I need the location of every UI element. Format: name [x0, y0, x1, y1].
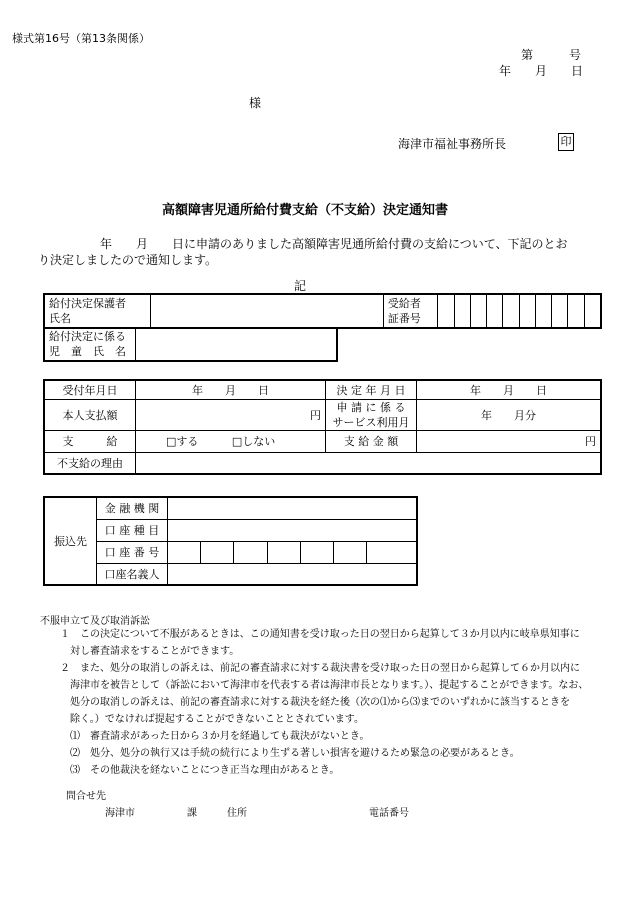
bank-table	[43, 496, 418, 586]
payment-amount-yen[interactable]: 円	[417, 430, 602, 452]
payment-options	[136, 430, 326, 452]
appeal-line: ⑵ 処分、処分の執行又は手続の続行により生ずる著しい損害を避けるため緊急の必要があるとき。	[60, 748, 520, 759]
appeal-line: 対し審査請求をすることができます。	[60, 646, 240, 657]
contact-city: 海津市	[105, 808, 135, 819]
form-number: 様式第16号（第13条関係）	[12, 32, 150, 45]
cert-digit-10[interactable]	[584, 294, 601, 328]
issue-date: 年 月 日	[499, 64, 584, 78]
decision-table	[43, 379, 602, 475]
guardian-name-field[interactable]	[150, 294, 383, 328]
cert-digit-3[interactable]	[470, 294, 486, 328]
cert-digit-7[interactable]	[535, 294, 551, 328]
account-digit-2[interactable]	[201, 541, 234, 563]
account-holder-field[interactable]	[168, 563, 418, 585]
appeal-line: 海津市を被告として（訴訟において海津市を代表する者は海津市長となります。）、提起することができます。なお、	[60, 680, 589, 691]
decision-date-value[interactable]: 年 月 日	[417, 380, 602, 399]
bank-name-field[interactable]	[168, 497, 418, 519]
reason-label: 不支給の理由	[44, 452, 136, 474]
payment-label: 支 給	[44, 430, 136, 452]
contact-phone: 電話番号	[369, 808, 409, 819]
document-number: 第 号	[521, 48, 582, 62]
account-digit-4[interactable]	[267, 541, 300, 563]
seal-stamp: 印	[558, 133, 574, 151]
recipient-table	[43, 293, 602, 329]
account-holder-label: 口座名義人	[97, 563, 168, 585]
issuer-name: 海津市福祉事務所長	[398, 137, 507, 151]
service-month-value[interactable]: 年 月分	[417, 399, 602, 430]
appeal-line: １ この決定について不服があるときは、この通知書を受け取った日の翌日から起算して３か月以内に岐阜県知事に	[60, 629, 580, 640]
guardian-name-label: 給付決定保護者 氏名	[44, 294, 150, 328]
cert-digit-9[interactable]	[568, 294, 584, 328]
cert-digit-2[interactable]	[454, 294, 470, 328]
account-number-label: 口 座 番 号	[97, 541, 168, 563]
cert-digit-4[interactable]	[487, 294, 503, 328]
receipt-date-value[interactable]: 年 月 日	[136, 380, 326, 399]
account-digit-1[interactable]	[168, 541, 201, 563]
ki-heading: 記	[294, 279, 307, 293]
reason-field[interactable]	[136, 452, 602, 474]
account-type-label: 口 座 種 目	[97, 519, 168, 541]
bank-header: 振込先	[44, 497, 97, 585]
appeal-body	[60, 626, 588, 779]
contact-heading: 問合せ先	[66, 791, 106, 802]
self-pay-yen[interactable]: 円	[136, 399, 326, 430]
receipt-date-label: 受付年月日	[44, 380, 136, 399]
cert-digit-6[interactable]	[519, 294, 535, 328]
certificate-number-label: 受給者 証番号	[383, 294, 438, 328]
appeal-heading: 不服申立て及び取消訴訟	[40, 616, 150, 627]
account-digit-7[interactable]	[367, 541, 417, 563]
cert-digit-1[interactable]	[438, 294, 454, 328]
payment-amount-label: 支 給 金 額	[326, 430, 417, 452]
contact-section: 課	[187, 808, 197, 819]
document-title: 高額障害児通所給付費支給（不支給）決定通知書	[162, 203, 449, 218]
child-name-table	[43, 328, 338, 362]
appeal-line: ⑶ その他裁決を経ないことにつき正当な理由があるとき。	[60, 765, 340, 776]
account-digit-5[interactable]	[300, 541, 333, 563]
intro-line-1: 年 月 日に申請のありました高額障害児通所給付費の支給について、下記のとお	[100, 237, 568, 251]
appeal-line: ⑴ 審査請求があった日から３か月を経過しても裁決がないとき。	[60, 731, 370, 742]
account-type-field[interactable]	[168, 519, 418, 541]
intro-line-2: り決定しましたので通知します。	[38, 253, 218, 267]
child-name-field[interactable]	[136, 328, 338, 361]
option-no-checkbox[interactable]: □しない	[231, 435, 276, 448]
appeal-line: 除く。）でなければ提起することができないこととされています。	[60, 714, 364, 725]
option-yes-checkbox[interactable]: □する	[166, 435, 199, 448]
cert-digit-5[interactable]	[503, 294, 519, 328]
service-month-label: 申 請 に 係 る サービス利用月	[326, 399, 417, 430]
appeal-line: ２ また、処分の取消しの訴えは、前記の審査請求に対する裁決書を受け取った日の翌日から起算して６か月以内に	[60, 663, 580, 674]
addressee-suffix: 様	[249, 96, 262, 110]
self-pay-label: 本人支払額	[44, 399, 136, 430]
contact-address: 住所	[227, 808, 247, 819]
account-digit-3[interactable]	[234, 541, 267, 563]
decision-date-label: 決 定 年 月 日	[326, 380, 417, 399]
bank-name-label: 金 融 機 関	[97, 497, 168, 519]
account-digit-6[interactable]	[334, 541, 367, 563]
appeal-line: 処分の取消しの訴えは、前記の審査請求に対する裁決を経た後（次の⑴から⑶までのいずれかに該当するときを	[60, 697, 570, 708]
child-name-label: 給付決定に係る 児 童 氏 名	[44, 328, 136, 361]
cert-digit-8[interactable]	[552, 294, 568, 328]
